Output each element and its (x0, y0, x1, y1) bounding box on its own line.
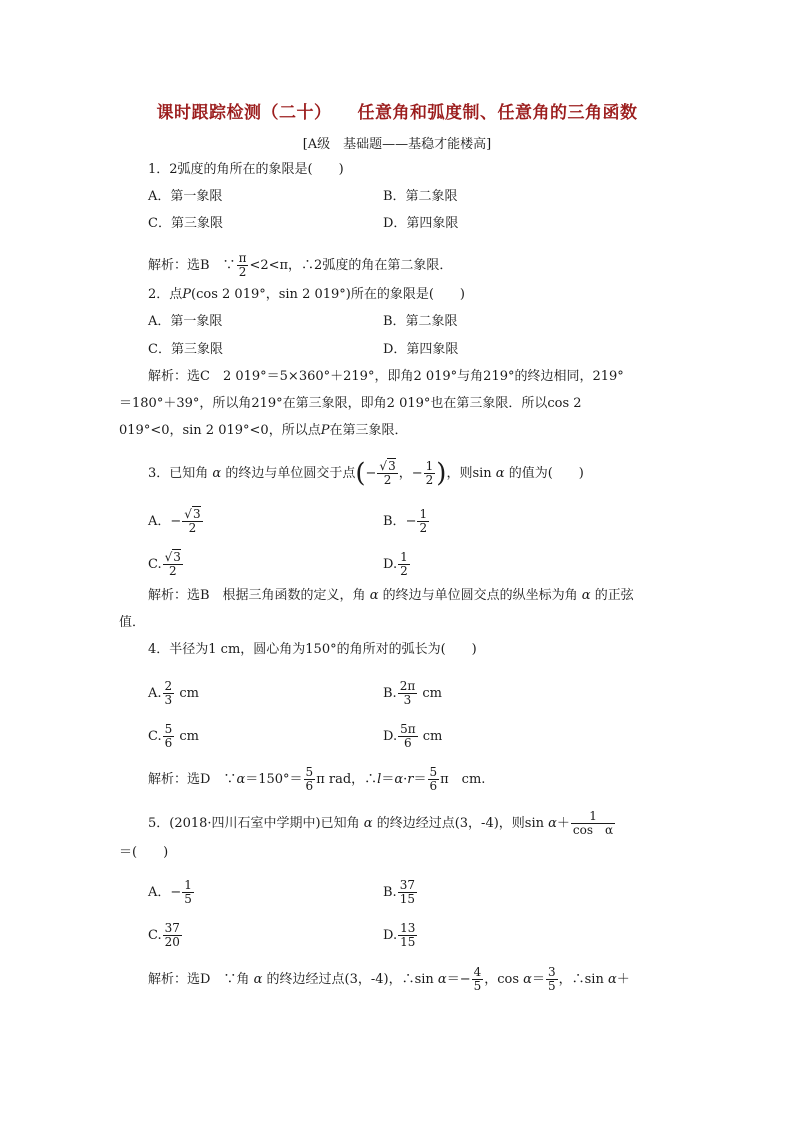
q2-solution-line-1: 解析：选C 2 019°＝5×360°＋219°，即角2 019°与角219°的终边相同，219° (148, 369, 624, 384)
q4-solution: 解析：选D ∵α＝150°＝ $\frac{5}{6}$ π rad，∴l＝α·r＝ $\frac{5}{6}$ π cm. (148, 765, 486, 793)
q5-option-a: A．− $\frac{1}{5}$ (148, 878, 192, 906)
q2-option-a: A．第一象限 (148, 314, 223, 329)
section-subtitle: [A级 基础题——基稳才能楼高] (302, 137, 492, 152)
q5-option-b: B. $\frac{37}{15}$ (383, 878, 415, 906)
q1-option-c: C．第三象限 (148, 216, 223, 231)
q1-stem: 1．2弧度的角所在的象限是( ) (148, 162, 344, 177)
q3-solution-line-1: 解析：选B 根据三角函数的定义，角 α 的终边与单位圆交点的纵坐标为角 α 的正弦 (148, 588, 634, 603)
q3-option-d: D. $\frac{1}{2}$ (383, 550, 408, 578)
q5-option-c: C. $\frac{37}{20}$ (148, 921, 180, 949)
q5-option-d: D. $\frac{13}{15}$ (383, 921, 416, 949)
q2-option-c: C．第三象限 (148, 342, 223, 357)
q2-solution-line-3: 019°<0，sin 2 019°<0，所以点P在第三象限． (119, 423, 408, 438)
q2-option-d: D．第四象限 (383, 342, 459, 357)
q3-stem: 3．已知角 α 的终边与单位圆交于点(− $\frac{√3}{2}$ ，− $\frac{1}{2}$ )，则sin α 的值为( ) (148, 458, 584, 489)
page-title (0, 98, 794, 123)
q2-option-b: B．第二象限 (383, 314, 458, 329)
q4-option-a: A. $\frac{2}{3}$ cm (148, 679, 199, 707)
title-left: 课时跟踪检测（二十） (156, 103, 332, 123)
q3-option-c: C. $\frac{√3}{2}$ (148, 550, 181, 578)
q1-option-d: D．第四象限 (383, 216, 459, 231)
q1-solution: 解析：选B ∵ $\frac{\pi}{2}$ <2<π，∴2弧度的角在第二象限． (148, 251, 453, 279)
q4-option-d: D. $\frac{5\pi}{6}$ cm (383, 722, 443, 750)
q5-stem-line-2: ＝( ) (119, 845, 169, 860)
q3-option-b: B．− $\frac{1}{2}$ (383, 507, 428, 535)
q3-solution-line-2: 值． (119, 615, 146, 630)
q3-option-a: A．− $\frac{√3}{2}$ (148, 507, 201, 535)
fraction: $\frac{\pi}{2}$ (238, 251, 247, 279)
q1-option-b: B．第二象限 (383, 189, 458, 204)
title-right: 任意角和弧度制、任意角的三角函数 (357, 103, 638, 123)
q4-option-b: B. $\frac{2\pi}{3}$ cm (383, 679, 442, 707)
q2-stem: 2．点P(cos 2 019°，sin 2 019°)所在的象限是( ) (148, 287, 465, 302)
q5-solution: 解析：选D ∵角 α 的终边经过点(3，-4)，∴sin α＝− $\frac{4}{5}$ ，cos α＝ $\frac{3}{5}$ ，∴sin α＋ (148, 965, 630, 993)
q5-stem-line-1: 5．(2018·四川石室中学期中)已知角 α 的终边经过点(3，-4)，则sin α＋ $\frac{1}{\text{cos α}}$ (148, 809, 614, 837)
q1-option-a: A．第一象限 (148, 189, 223, 204)
q4-stem: 4．半径为1 cm，圆心角为150°的角所对的弧长为( ) (148, 642, 477, 657)
q2-solution-line-2: ＝180°＋39°，所以角219°在第三象限，即角2 019°也在第三象限．所以cos 2 (119, 396, 582, 411)
q4-option-c: C. $\frac{5}{6}$ cm (148, 722, 200, 750)
